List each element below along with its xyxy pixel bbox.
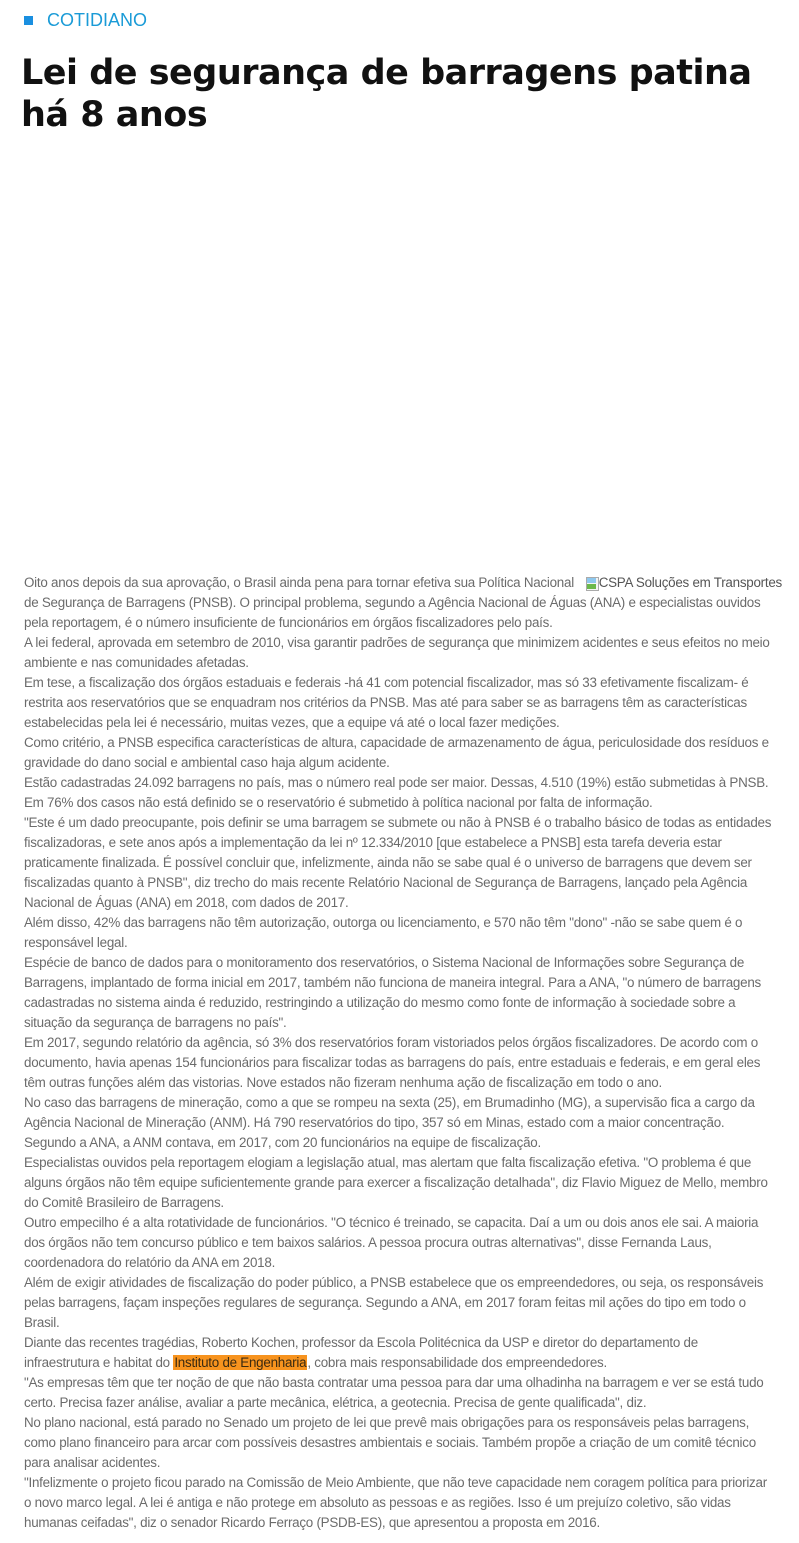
kochen-before: Diante das recentes tragédias, Roberto Kochen, professor da Escola Politécnica da USP e diretor do departamento de infraestrutura e habitat do	[24, 1335, 698, 1370]
ad-alt-text: CSPA Soluções em Transportes	[598, 575, 782, 590]
section-label[interactable]	[24, 10, 147, 31]
paragraph: "Infelizmente o projeto ficou parado na Comissão de Meio Ambiente, que não teve capacidade nem coragem política para priorizar o novo marco legal. A lei é antiga e não protege em absoluto as pessoas e as regiões. Isso é um prejuízo coletivo, são vidas humanas ceifadas", diz o senador Ricardo Ferraço (PSDB-ES), que apresentou a proposta em 2016.	[24, 1475, 767, 1530]
paragraph: Em tese, a fiscalização dos órgãos estaduais e federais -há 41 com potencial fiscalizador, mas só 33 efetivamente fiscalizam- é restrita aos reservatórios que se enquadram nos critérios da PNSB. Mas até para saber se as barragens têm as características estabelecidas pela lei é necessário, muitas vezes, que a equipe vá até o local fazer medições.	[24, 675, 749, 730]
paragraph: Estão cadastradas 24.092 barragens no país, mas o número real pode ser maior. Dessas, 4.510 (19%) estão submetidas à PNSB. Em 76% dos casos não está definido se o reservatório é submetido à política nacional por falta de informação.	[24, 775, 769, 810]
paragraph-kochen	[24, 1333, 776, 1373]
paragraph: A lei federal, aprovada em setembro de 2010, visa garantir padrões de segurança que minimizem acidentes e seus efeitos no meio ambiente e nas comunidades afetadas.	[24, 635, 770, 670]
paragraph: No plano nacional, está parado no Senado um projeto de lei que prevê mais obrigações para os responsáveis pelas barragens, como plano financeiro para arcar com possíveis desastres ambientais e sociais. Também propõe a criação de um comitê técnico para analisar acidentes.	[24, 1415, 756, 1470]
paragraph: Espécie de banco de dados para o monitoramento dos reservatórios, o Sistema Nacional de Informações sobre Segurança de Barragens, implantado de forma inicial em 2017, também não funciona de maneira integral. Para a ANA, "o número de barragens cadastradas no sistema ainda é reduzido, restringindo a utilização do mesmo como fonte de informação à sociedade sobre a situação da segurança de barragens no país".	[24, 955, 761, 1030]
broken-image-icon	[585, 576, 599, 590]
paragraph: No caso das barragens de mineração, como a que se rompeu na sexta (25), em Brumadinho (MG), a supervisão fica a cargo da Agência Nacional de Mineração (ANM). Há 790 reservatórios do tipo, 357 só em Minas, estado com a maior concentração. Segundo a ANA, a ANM contava, em 2017, com 20 funcionários na equipe de fiscalização.	[24, 1095, 755, 1150]
paragraph: Outro empecilho é a alta rotatividade de funcionários. "O técnico é treinado, se capacita. Daí a um ou dois anos ele sai. A maioria dos órgãos não tem concurso público e tem baixos salários. A pessoa procura outras alternativas", disse Fernanda Laus, coordenadora do relatório da ANA em 2018.	[24, 1215, 759, 1270]
media-placeholder	[0, 150, 799, 570]
ad-image[interactable]	[585, 573, 782, 593]
paragraph: Especialistas ouvidos pela reportagem elogiam a legislação atual, mas alertam que falta fiscalização efetiva. "O problema é que alguns órgãos não têm equipe suficientemente grande para exercer a fiscalização detalhada", diz Flavio Miguez de Mello, membro do Comitê Brasileiro de Barragens.	[24, 1155, 768, 1210]
section-label-text[interactable]: COTIDIANO	[47, 10, 148, 30]
paragraph: "As empresas têm que ter noção de que não basta contratar uma pessoa para dar uma olhadinha na barragem e ver se está tudo certo. Precisa fazer análise, avaliar a parte mecânica, elétrica, a geotecnia. Precisa de gente qualificada", diz.	[24, 1375, 764, 1410]
paragraph: Como critério, a PNSB especifica características de altura, capacidade de armazenamento de água, periculosidade dos resíduos e gravidade do dano social e ambiental caso haja algum acidente.	[24, 735, 769, 770]
article-body	[24, 573, 782, 1533]
paragraph: Oito anos depois da sua aprovação, o Brasil ainda pena para tornar efetiva sua Política Nacional de Segurança de Barragens (PNSB). O principal problema, segundo a Agência Nacional de Águas (ANA) e especialistas ouvidos pela reportagem, é o número insuficiente de funcionários em órgãos fiscalizadores pelo país.	[24, 575, 761, 630]
paragraph: Além de exigir atividades de fiscalização do poder público, a PNSB estabelece que os empreendedores, ou seja, os responsáveis pelas barragens, façam inspeções regulares de segurança. Segundo a ANA, em 2017 foram feitas mil ações do tipo em todo o Brasil.	[24, 1275, 764, 1330]
paragraph: Além disso, 42% das barragens não têm autorização, outorga ou licenciamento, e 570 não têm "dono" -não se sabe quem é o responsável legal.	[24, 915, 743, 950]
headline: Lei de segurança de barragens patina há 8 anos	[21, 53, 752, 135]
kochen-after: , cobra mais responsabilidade dos empreendedores.	[307, 1355, 607, 1370]
paragraph: "Este é um dado preocupante, pois definir se uma barragem se submete ou não à PNSB é o trabalho básico de todas as entidades fiscalizadoras, e sete anos após a implementação da lei nº 12.334/2010 [que estabelece a PNSB] esta tarefa deveria estar praticamente finalizada. É possível concluir que, infelizmente, ainda não se sabe qual é o universo de barragens que devem ser fiscalizadas quanto à PNSB", diz trecho do mais recente Relatório Nacional de Segurança de Barragens, lançado pela Agência Nacional de Águas (ANA) em 2018, com dados de 2017.	[24, 815, 772, 910]
highlighted-link-instituto-de-engenharia[interactable]: Instituto de Engenharia	[174, 1355, 307, 1370]
section-square-icon	[24, 16, 33, 25]
paragraph: Em 2017, segundo relatório da agência, só 3% dos reservatórios foram vistoriados pelos órgãos fiscalizadores. De acordo com o documento, havia apenas 154 funcionários para fiscalizar todas as barragens do país, entre estaduais e federais, e em geral eles têm outras funções além das vistorias. Nove estados não fizeram nenhuma ação de fiscalização em todo o ano.	[24, 1035, 761, 1090]
